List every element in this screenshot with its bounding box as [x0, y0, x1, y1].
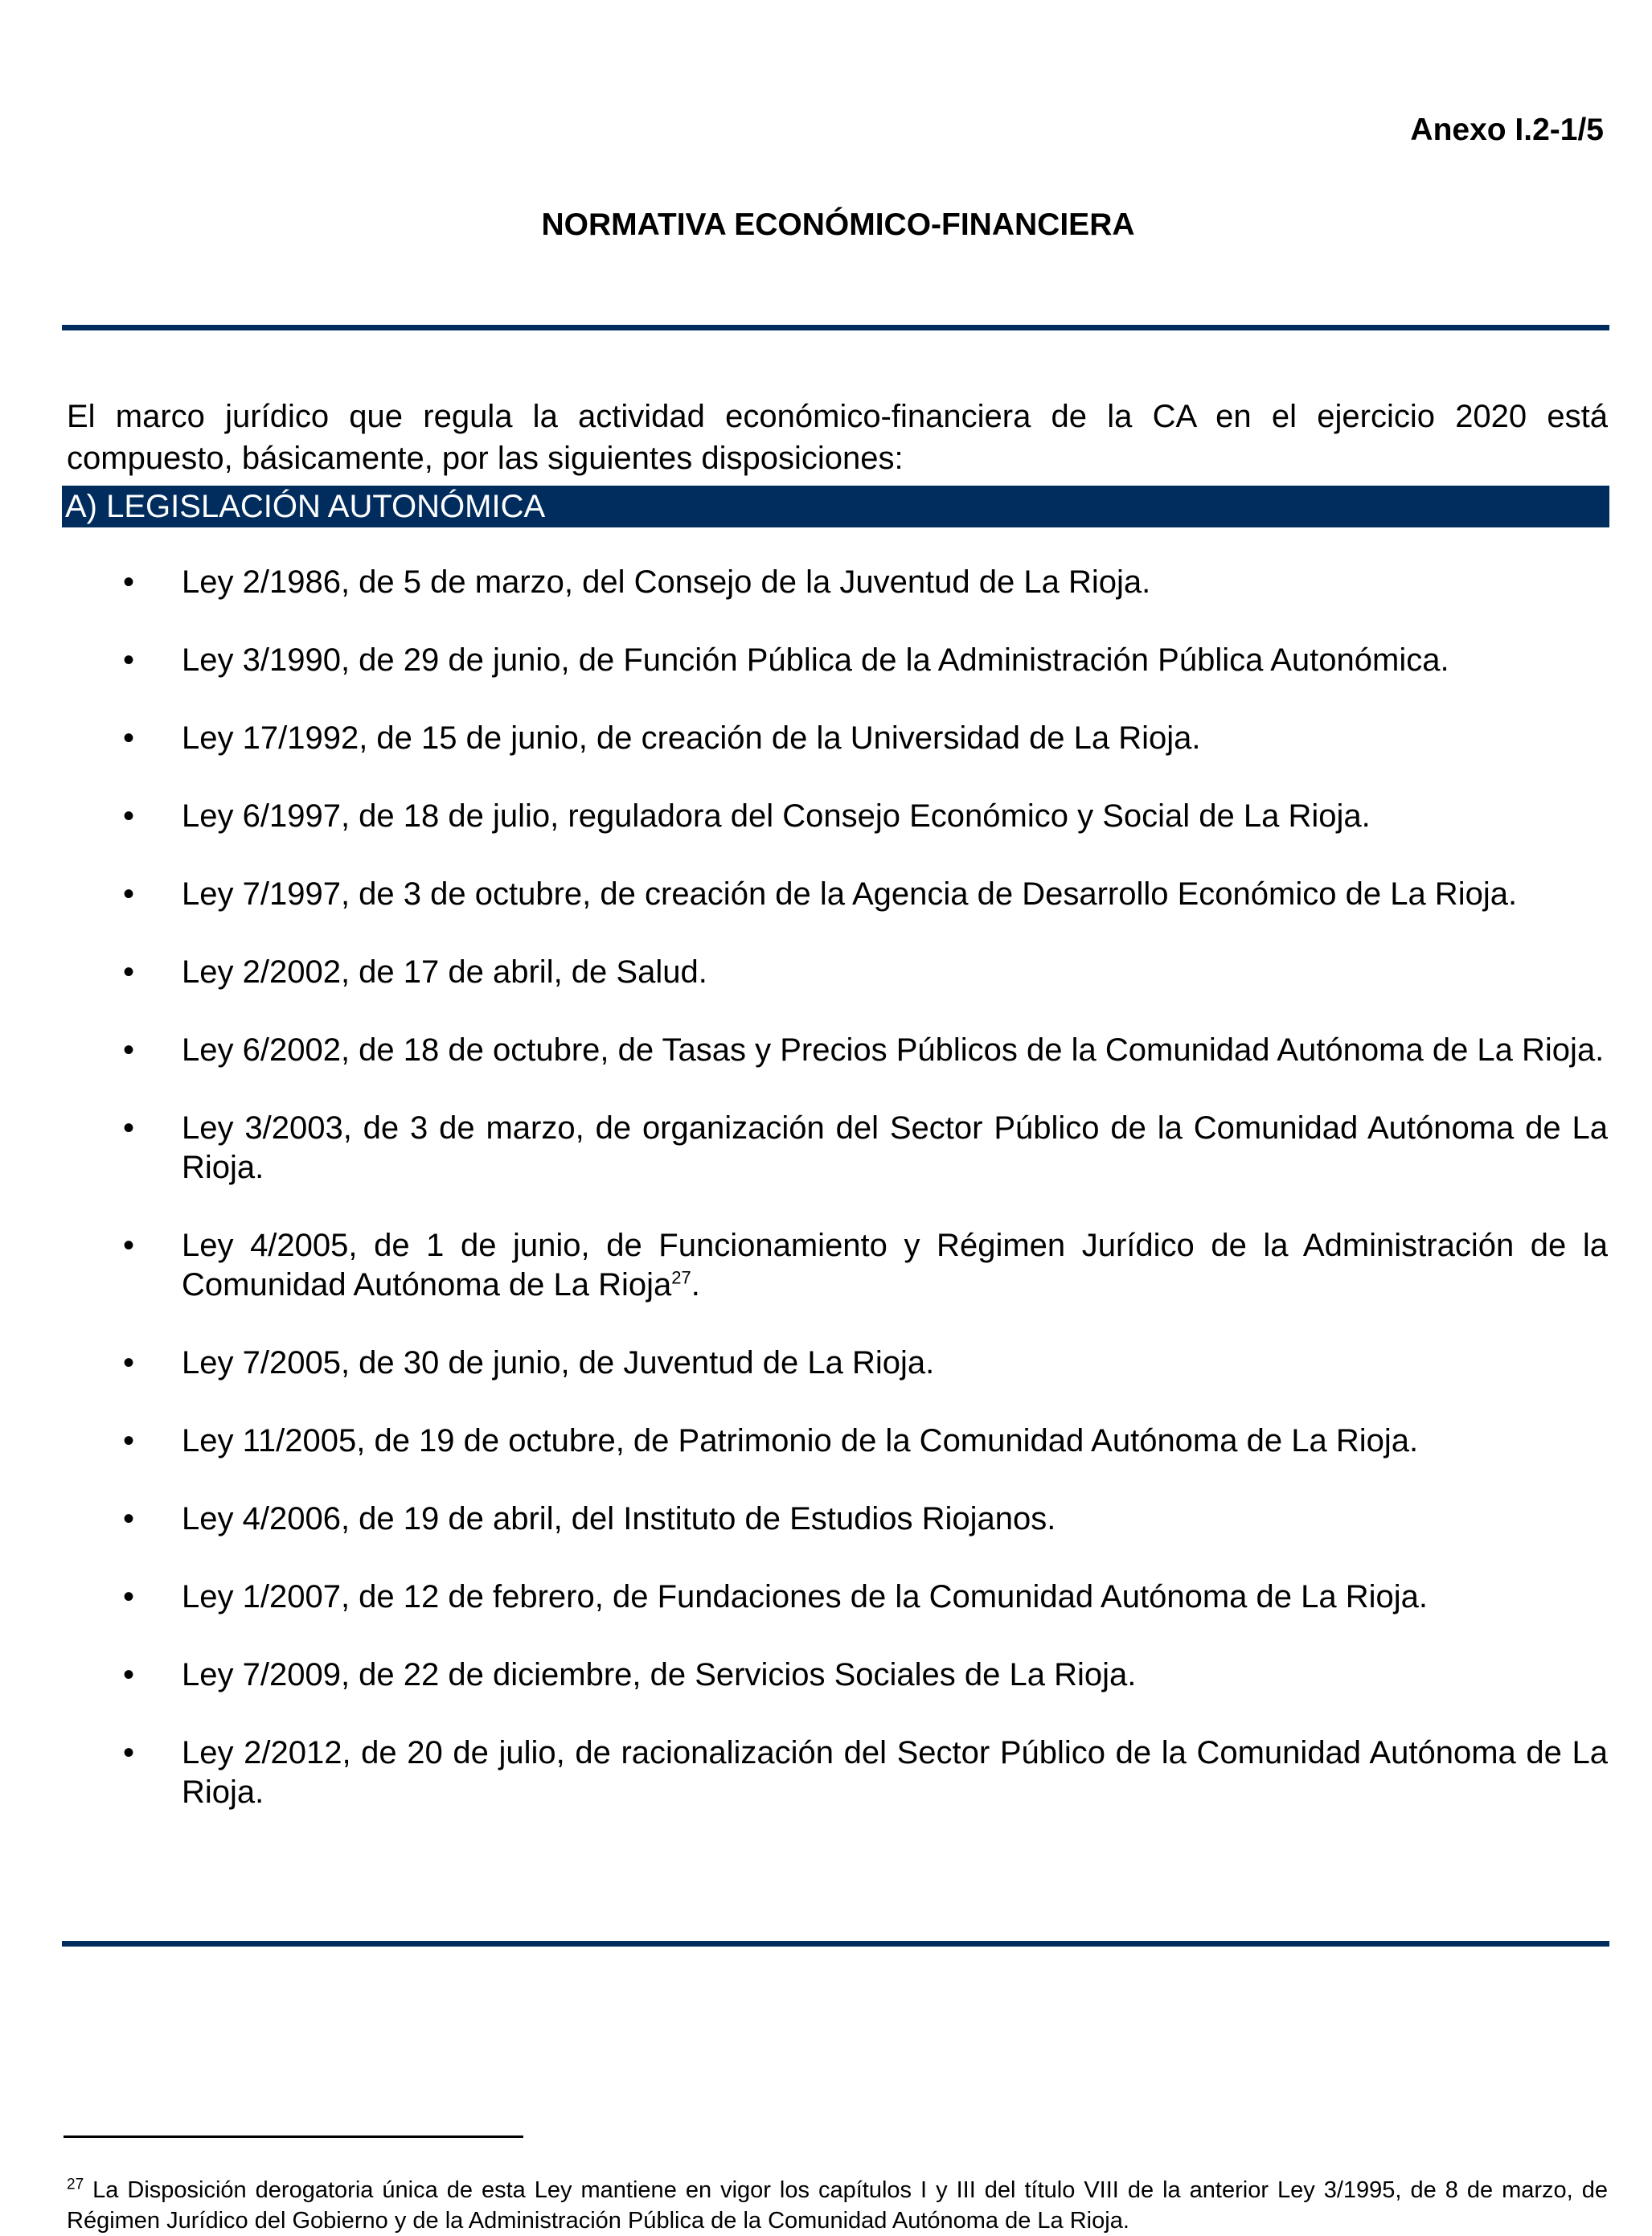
- bottom-divider: [62, 1941, 1609, 1947]
- intro-paragraph: El marco jurídico que regula la actividad económico-financiera de la CA en el ejercicio 2020 está compuesto, básicamente, por las siguientes disposiciones:: [67, 399, 1608, 476]
- bullet-icon: •: [123, 1735, 135, 1770]
- bullet-icon: •: [123, 876, 135, 912]
- law-text: Ley 7/2005, de 30 de junio, de Juventud de La Rioja.: [182, 1345, 935, 1381]
- law-text: Ley 2/2012, de 20 de julio, de racionalización del Sector Público de la Comunidad Autónoma de La Rioja.: [182, 1735, 1608, 1810]
- law-text: Ley 7/1997, de 3 de octubre, de creación de la Agencia de Desarrollo Económico de La Rioja.: [182, 876, 1518, 912]
- bullet-icon: •: [123, 642, 135, 678]
- law-text: Ley 17/1992, de 15 de junio, de creación de la Universidad de La Rioja.: [182, 720, 1201, 756]
- footnote: [67, 2175, 1608, 2236]
- law-text: Ley 11/2005, de 19 de octubre, de Patrimonio de la Comunidad Autónoma de La Rioja.: [182, 1423, 1419, 1459]
- law-list-item: [0, 1031, 1608, 1070]
- section-heading: A) LEGISLACIÓN AUTONÓMICA: [62, 486, 1609, 527]
- footnote-text: La Disposición derogatoria única de esta Ley mantiene en vigor los capítulos I y III del título VIII de la anterior Ley 3/1995, de 8 de marzo, de Régimen Jurídico del Gobierno y de la Administración Pública de la Comunidad Autónoma de La Rioja.: [67, 2177, 1608, 2234]
- law-list-item: [0, 1422, 1608, 1461]
- law-text: Ley 1/2007, de 12 de febrero, de Fundaciones de la Comunidad Autónoma de La Rioja.: [182, 1579, 1428, 1614]
- footnote-number: 27: [67, 2176, 84, 2193]
- bullet-icon: •: [123, 1579, 135, 1614]
- bullet-icon: •: [123, 720, 135, 756]
- bullet-icon: •: [123, 1345, 135, 1381]
- law-list-item: [0, 953, 1608, 992]
- bullet-icon: •: [123, 1501, 135, 1536]
- footnote-separator: [64, 2135, 523, 2138]
- law-list-item: [0, 875, 1608, 914]
- law-text: Ley 4/2006, de 19 de abril, del Instituto de Estudios Riojanos.: [182, 1501, 1056, 1536]
- law-text: Ley 3/1990, de 29 de junio, de Función Pública de la Administración Pública Autonómica.: [182, 642, 1449, 678]
- bullet-icon: •: [123, 1032, 135, 1068]
- bullet-icon: •: [123, 798, 135, 834]
- law-text-suffix: .: [691, 1267, 700, 1303]
- law-text: Ley 2/1986, de 5 de marzo, del Consejo de la Juventud de La Rioja.: [182, 564, 1151, 600]
- law-text: Ley 2/2002, de 17 de abril, de Salud.: [182, 954, 707, 990]
- law-list-item: [0, 719, 1608, 758]
- law-list-item: [0, 1226, 1608, 1305]
- bullet-icon: •: [123, 1657, 135, 1692]
- law-list-item: [0, 1655, 1608, 1695]
- law-list-item: [0, 1578, 1608, 1617]
- bullet-icon: •: [123, 1228, 135, 1263]
- law-list-item: [0, 1733, 1608, 1812]
- bullet-icon: •: [123, 564, 135, 600]
- law-list-item: [0, 1344, 1608, 1383]
- law-list-item: [0, 1109, 1608, 1188]
- bullet-icon: •: [123, 954, 135, 990]
- law-text: Ley 6/2002, de 18 de octubre, de Tasas y Precios Públicos de la Comunidad Autónoma de La Rioja.: [182, 1032, 1605, 1068]
- law-text: Ley 7/2009, de 22 de diciembre, de Servicios Sociales de La Rioja.: [182, 1657, 1137, 1692]
- law-list-item: [0, 797, 1608, 836]
- page-title: NORMATIVA ECONÓMICO-FINANCIERA: [541, 207, 1135, 242]
- annex-label: Anexo I.2-1/5: [1410, 113, 1604, 147]
- law-list: [0, 563, 1652, 1851]
- law-list-item: [0, 1500, 1608, 1539]
- bullet-icon: •: [123, 1110, 135, 1146]
- law-list-item: [0, 563, 1608, 602]
- law-text: Ley 3/2003, de 3 de marzo, de organización del Sector Público de la Comunidad Autónoma de La Rioja.: [182, 1110, 1608, 1185]
- footnote-reference: 27: [671, 1267, 691, 1288]
- law-list-item: [0, 641, 1608, 680]
- law-text: Ley 6/1997, de 18 de julio, reguladora del Consejo Económico y Social de La Rioja.: [182, 798, 1371, 834]
- bullet-icon: •: [123, 1423, 135, 1459]
- law-text: Ley 4/2005, de 1 de junio, de Funcionamiento y Régimen Jurídico de la Administración de la Comunidad Autónoma de La Rioja: [182, 1228, 1608, 1303]
- top-divider: [62, 325, 1609, 330]
